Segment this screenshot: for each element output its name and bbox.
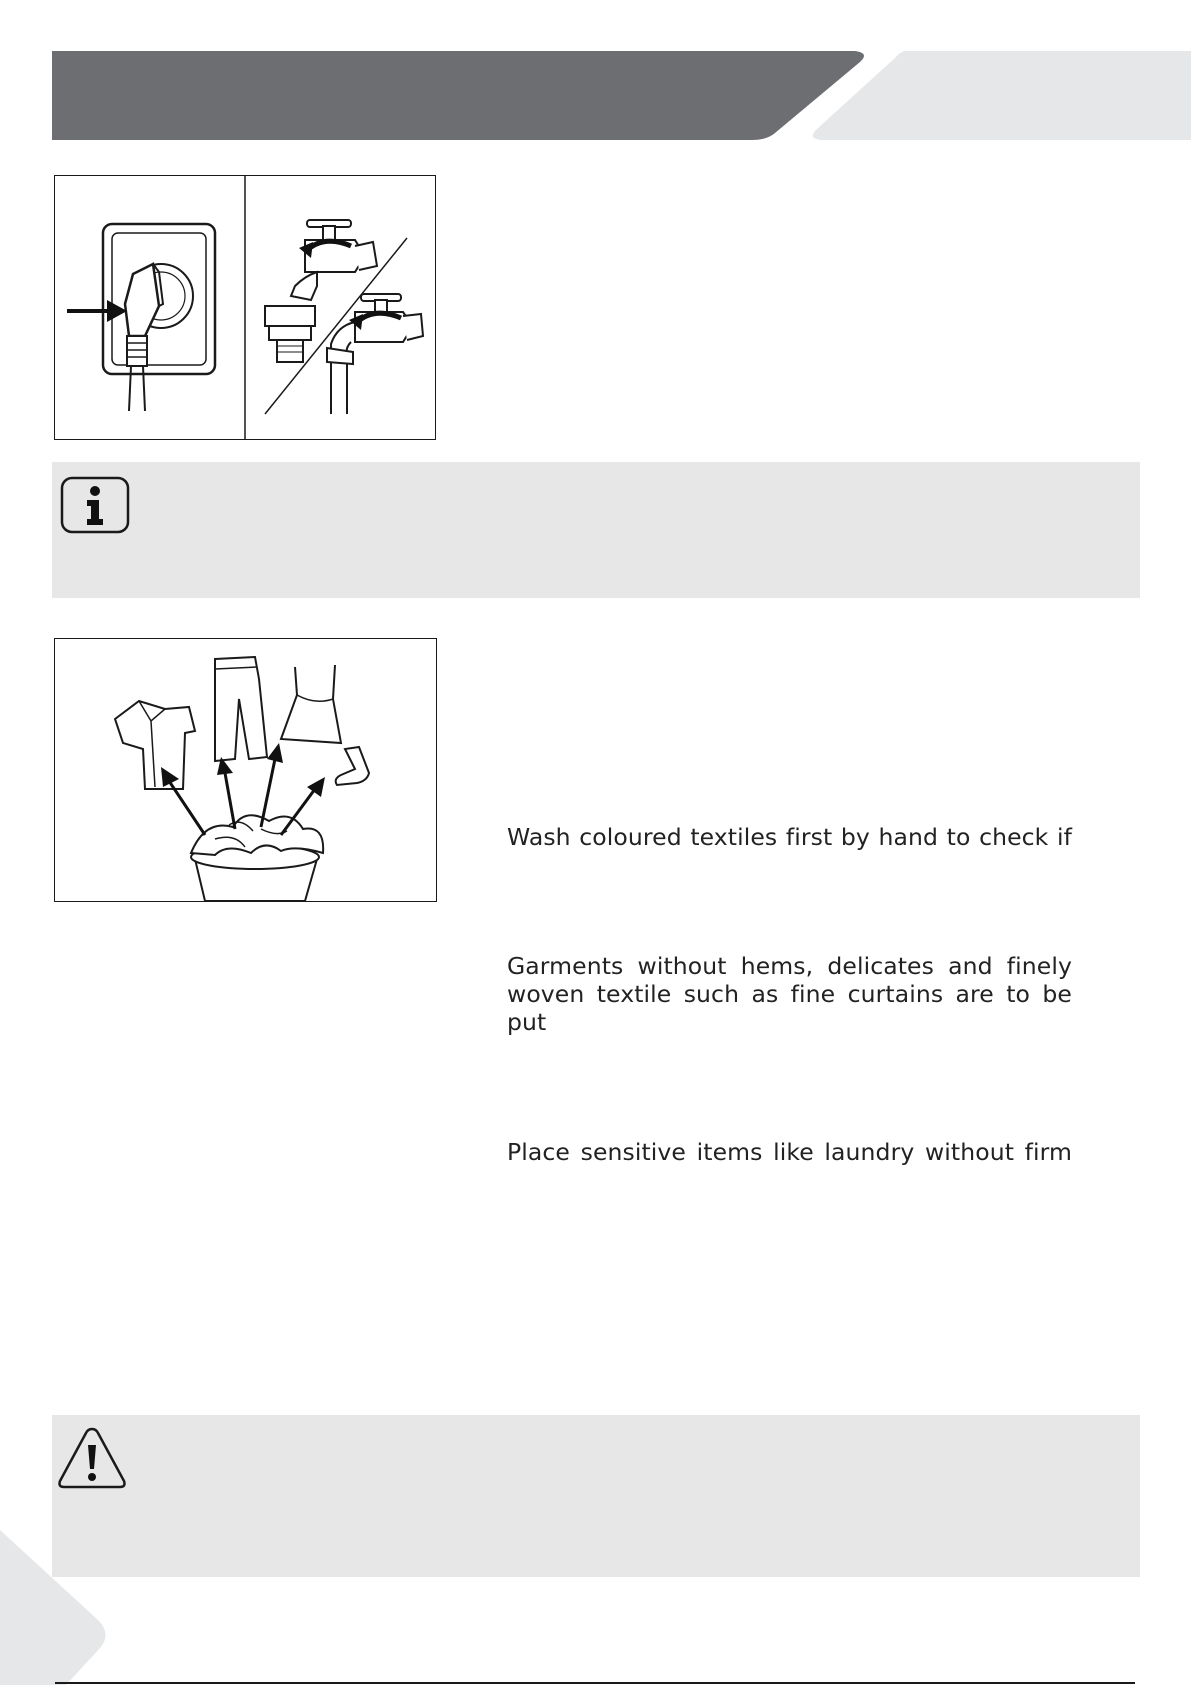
header-light-tab [813,51,1191,140]
paragraph-garments-without-hems [507,952,1072,1036]
paragraph-line: woven textile such as fine curtains are to be put [507,980,1072,1036]
info-note [52,462,1140,598]
paragraph-line: Wash coloured textiles first by hand to check if [507,823,1072,851]
paragraph-line: Place sensitive items like laundry without firm [507,1138,1072,1166]
info-icon [60,476,130,536]
warning-note [52,1415,1140,1577]
paragraph-wash-coloured-textiles [507,823,1072,851]
paragraph-line: Garments without hems, delicates and finely [507,952,1072,980]
page-header [0,0,1191,150]
laundry-sorting-illustration [55,639,436,901]
page-corner-tab [0,1530,120,1685]
warning-icon [56,1425,128,1491]
bottom-rule [55,1682,1135,1684]
paragraph-place-sensitive-items [507,1138,1072,1166]
header-dark-band [52,51,864,140]
figure-plug-and-tap [54,175,436,440]
figure-laundry-sorting [54,638,437,902]
plug-and-water-tap-illustration [55,176,435,439]
